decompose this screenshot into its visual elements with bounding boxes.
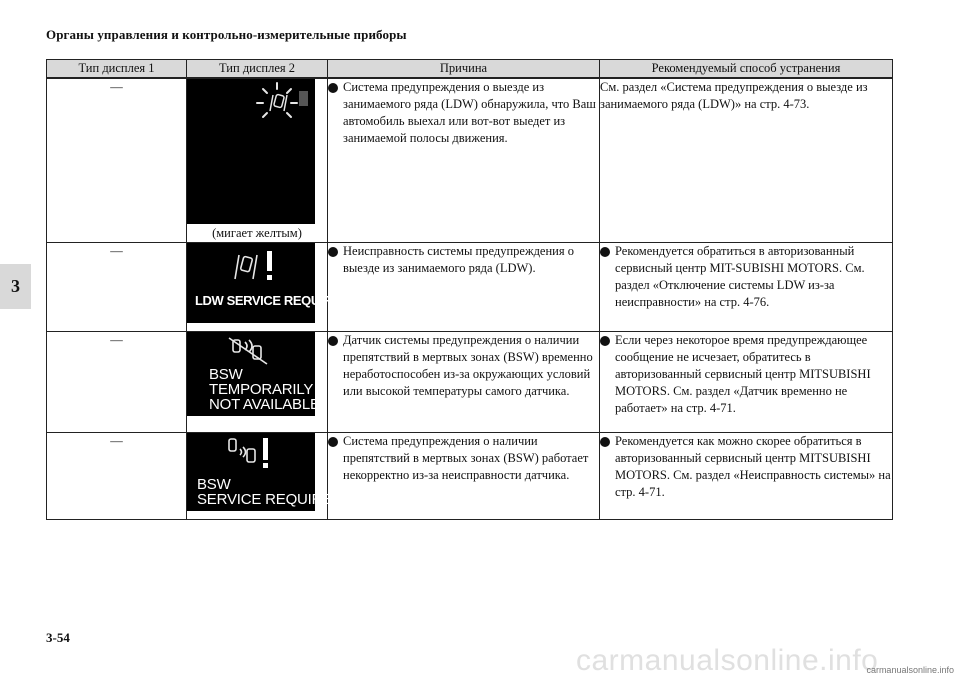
header-display-type-1: Тип дисплея 1: [47, 60, 187, 79]
display-caption: (мигает желтым): [212, 226, 302, 240]
bullet-icon: [328, 437, 338, 447]
table-row: [47, 332, 893, 433]
remedy-text: См. раздел «Система предупреждения о выезде из занимаемого ряда (LDW)» на стр. 4-73.: [600, 80, 868, 111]
bullet-icon: [600, 247, 610, 257]
watermark: carmanualsonline.info: [576, 644, 879, 677]
bullet-icon: [328, 83, 338, 93]
cause-text: Неисправность системы предупреждения о выезде из занимаемого ряда (LDW).: [343, 244, 574, 275]
bsw-warning-icon: [225, 437, 279, 471]
cause-item: [328, 332, 599, 400]
chapter-tab: [0, 264, 31, 309]
remedy-cell: [600, 332, 893, 433]
bullet-icon: [328, 247, 338, 257]
header-display-type-2: Тип дисплея 2: [187, 60, 328, 79]
cause-cell: [328, 243, 600, 332]
bullet-icon: [328, 336, 338, 346]
bsw-crossed-icon: [227, 336, 271, 366]
watermark-small: carmanualsonline.info: [866, 665, 954, 675]
remedy-text: Рекомендуется обратиться в авторизованный сервисный центр MIT-SUBISHI MOTORS. См. раздел «Отключение системы LDW из-за неисправности» на стр. 4-76.: [615, 244, 865, 309]
blinking-lane-departure-icon: [251, 81, 311, 129]
cause-cell: [328, 433, 600, 520]
display-screen: [187, 243, 350, 323]
cause-text: Система предупреждения о наличии препятствий в мертвых зонах (BSW) работает некорректно из-за неисправности датчика.: [343, 434, 589, 482]
remedy-item: [600, 433, 892, 501]
display-type-2-cell: [187, 433, 343, 520]
ldw-warning-icon: [231, 249, 281, 283]
remedy-text: Если через некоторое время предупреждающее сообщение не исчезает, обратитесь в авторизованный сервисный центр MITSUBISHI MOTORS. См. раздел «Датчик временно не работает» на стр. 4-71.: [615, 333, 871, 415]
display-message-line-2: SERVICE REQUIRED: [197, 491, 343, 508]
display-type-2-cell: [187, 243, 350, 332]
display-message: LDW SERVICE REQUIRED: [195, 293, 350, 308]
display-message-line-3: NOT AVAILABLE: [209, 396, 320, 413]
table-row: [47, 243, 893, 332]
cause-text: Система предупреждения о выезде из занимаемого ряда (LDW) обнаружила, что Ваш автомобиль выехал или вот-вот выедет из занимаемой полосы движения.: [343, 80, 596, 145]
remedy-text: Рекомендуется как можно скорее обратиться в авторизованный сервисный центр MITSUBISHI MOTORS. См. раздел «Неисправность системы» на стр. 4-71.: [615, 434, 891, 499]
section-title: Органы управления и контрольно-измерительные приборы: [46, 27, 407, 42]
display-message-line-2: TEMPORARILY: [209, 381, 314, 398]
display-message-line-1: BSW: [209, 366, 243, 383]
display-screen: [187, 79, 315, 224]
display-message-line-1: BSW: [197, 476, 231, 493]
cause-item: [328, 433, 599, 484]
display-type-2-cell: [187, 78, 328, 243]
remedy-cell: [600, 243, 893, 332]
warning-table: [46, 59, 893, 520]
table-row: [47, 78, 893, 243]
header-remedy: Рекомендуемый способ устранения: [600, 60, 893, 79]
display-type-1-cell: —: [47, 433, 187, 520]
remedy-item: [600, 332, 892, 417]
display-type-2-cell: [187, 332, 328, 433]
bullet-icon: [600, 336, 610, 346]
bullet-icon: [600, 437, 610, 447]
chapter-number: 3: [11, 276, 20, 296]
remedy-cell: [600, 433, 893, 520]
remedy-cell: [600, 78, 893, 243]
cause-item: [328, 79, 599, 147]
display-type-1-cell: —: [47, 243, 187, 332]
display-type-1-cell: —: [47, 78, 187, 243]
cause-text: Датчик системы предупреждения о наличии препятствий в мертвых зонах (BSW) временно неработоспособен из-за окружающих условий или высокой температуры самого датчика.: [343, 333, 593, 398]
page-number: 3-54: [46, 630, 70, 645]
table-header-row: [47, 60, 893, 79]
display-screen: [187, 433, 343, 511]
cause-cell: [328, 78, 600, 243]
remedy-item: [600, 243, 892, 311]
display-type-1-cell: —: [47, 332, 187, 433]
table-row: [47, 433, 893, 520]
cause-cell: [328, 332, 600, 433]
header-cause: Причина: [328, 60, 600, 79]
display-screen: [187, 332, 320, 416]
cause-item: [328, 243, 599, 277]
